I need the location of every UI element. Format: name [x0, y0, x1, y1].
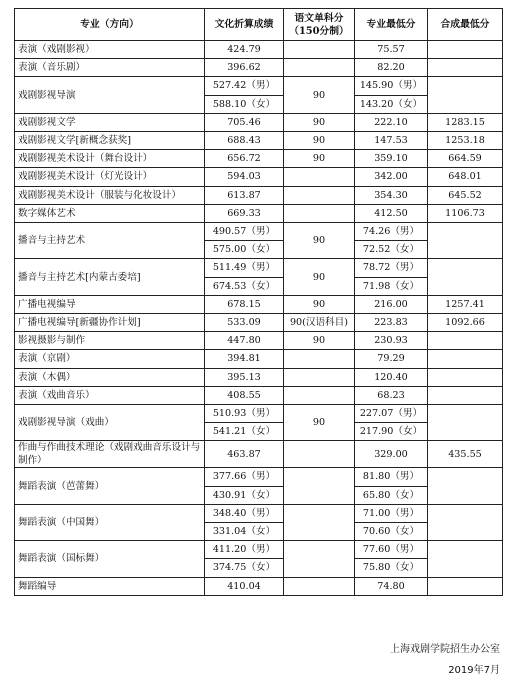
- professional-min-cell: 216.00: [355, 295, 428, 313]
- table-row: [15, 350, 503, 368]
- professional-min-cell: 143.20（女）: [355, 95, 428, 113]
- culture-score-cell: 510.93（男）: [205, 405, 284, 423]
- professional-min-cell: 223.83: [355, 314, 428, 332]
- chinese-score-cell: 90: [284, 332, 355, 350]
- professional-min-cell: 79.29: [355, 350, 428, 368]
- chinese-score-cell: 90: [284, 150, 355, 168]
- culture-score-cell: 395.13: [205, 368, 284, 386]
- chinese-score-cell: [284, 441, 355, 468]
- culture-score-cell: 374.75（女）: [205, 559, 284, 577]
- table-row: [15, 386, 503, 404]
- composite-min-cell: [428, 77, 503, 113]
- professional-min-cell: 78.72（男）: [355, 259, 428, 277]
- culture-score-cell: 674.53（女）: [205, 277, 284, 295]
- professional-min-cell: 412.50: [355, 204, 428, 222]
- composite-min-cell: [428, 41, 503, 59]
- professional-min-cell: 227.07（男）: [355, 405, 428, 423]
- culture-score-cell: 511.49（男）: [205, 259, 284, 277]
- professional-min-cell: 72.52（女）: [355, 241, 428, 259]
- chinese-score-cell: [284, 168, 355, 186]
- professional-min-cell: 145.90（男）: [355, 77, 428, 95]
- major-cell: 表演（木偶）: [15, 368, 205, 386]
- table-row: [15, 468, 503, 486]
- professional-min-cell: 65.80（女）: [355, 486, 428, 504]
- chinese-score-cell: [284, 350, 355, 368]
- header-culture-score: 文化折算成绩: [205, 9, 284, 41]
- composite-min-cell: 1283.15: [428, 113, 503, 131]
- composite-min-cell: 1253.18: [428, 132, 503, 150]
- table-header-row: [15, 9, 503, 41]
- professional-min-cell: 222.10: [355, 113, 428, 131]
- chinese-score-cell: 90: [284, 223, 355, 259]
- professional-min-cell: 77.60（男）: [355, 541, 428, 559]
- professional-min-cell: 74.26（男）: [355, 223, 428, 241]
- culture-score-cell: 410.04: [205, 577, 284, 595]
- major-cell: 表演（音乐剧）: [15, 59, 205, 77]
- culture-score-cell: 678.15: [205, 295, 284, 313]
- major-cell: 作曲与作曲技术理论（戏剧戏曲音乐设计与制作）: [15, 441, 205, 468]
- table-row: [15, 368, 503, 386]
- major-cell: 表演（京剧）: [15, 350, 205, 368]
- composite-min-cell: [428, 468, 503, 504]
- chinese-score-cell: 90: [284, 259, 355, 295]
- table-row: [15, 223, 503, 241]
- composite-min-cell: [428, 350, 503, 368]
- composite-min-cell: [428, 386, 503, 404]
- major-cell: 舞蹈编导: [15, 577, 205, 595]
- professional-min-cell: 71.98（女）: [355, 277, 428, 295]
- chinese-score-cell: [284, 204, 355, 222]
- table-row: [15, 405, 503, 423]
- culture-score-cell: 688.43: [205, 132, 284, 150]
- professional-min-cell: 82.20: [355, 59, 428, 77]
- table-row: [15, 77, 503, 95]
- table-row: [15, 332, 503, 350]
- professional-min-cell: 359.10: [355, 150, 428, 168]
- header-composite-min: 合成最低分: [428, 9, 503, 41]
- table-row: [15, 314, 503, 332]
- composite-min-cell: [428, 504, 503, 540]
- culture-score-cell: 527.42（男）: [205, 77, 284, 95]
- chinese-score-cell: 90: [284, 77, 355, 113]
- chinese-score-cell: [284, 386, 355, 404]
- professional-min-cell: 217.90（女）: [355, 423, 428, 441]
- culture-score-cell: 377.66（男）: [205, 468, 284, 486]
- major-cell: 舞蹈表演（芭蕾舞）: [15, 468, 205, 504]
- chinese-score-cell: 90: [284, 113, 355, 131]
- table-row: [15, 41, 503, 59]
- culture-score-cell: 447.80: [205, 332, 284, 350]
- culture-score-cell: 588.10（女）: [205, 95, 284, 113]
- professional-min-cell: 230.93: [355, 332, 428, 350]
- composite-min-cell: [428, 577, 503, 595]
- culture-score-cell: 396.62: [205, 59, 284, 77]
- professional-min-cell: 342.00: [355, 168, 428, 186]
- professional-min-cell: 147.53: [355, 132, 428, 150]
- table-row: [15, 295, 503, 313]
- chinese-score-cell: [284, 504, 355, 540]
- major-cell: 影视摄影与制作: [15, 332, 205, 350]
- composite-min-cell: 1257.41: [428, 295, 503, 313]
- culture-score-cell: 463.87: [205, 441, 284, 468]
- major-cell: 表演（戏剧影视）: [15, 41, 205, 59]
- culture-score-cell: 490.57（男）: [205, 223, 284, 241]
- table-row: [15, 441, 503, 468]
- major-cell: 戏剧影视导演: [15, 77, 205, 113]
- professional-min-cell: 120.40: [355, 368, 428, 386]
- culture-score-cell: 430.91（女）: [205, 486, 284, 504]
- major-cell: 戏剧影视文学: [15, 113, 205, 131]
- chinese-score-cell: 90: [284, 405, 355, 441]
- major-cell: 舞蹈表演（中国舞）: [15, 504, 205, 540]
- chinese-score-cell: [284, 577, 355, 595]
- professional-min-cell: 70.60（女）: [355, 523, 428, 541]
- composite-min-cell: [428, 59, 503, 77]
- composite-min-cell: [428, 541, 503, 577]
- major-cell: 舞蹈表演（国标舞）: [15, 541, 205, 577]
- major-cell: 戏剧影视文学[新概念获奖]: [15, 132, 205, 150]
- culture-score-cell: 575.00（女）: [205, 241, 284, 259]
- table-row: [15, 204, 503, 222]
- chinese-score-cell: 90: [284, 132, 355, 150]
- culture-score-cell: 424.79: [205, 41, 284, 59]
- header-major: 专业（方向）: [15, 9, 205, 41]
- composite-min-cell: 1106.73: [428, 204, 503, 222]
- culture-score-cell: 411.20（男）: [205, 541, 284, 559]
- table-row: [15, 113, 503, 131]
- chinese-score-cell: [284, 186, 355, 204]
- table-row: [15, 186, 503, 204]
- major-cell: 戏剧影视美术设计（灯光设计）: [15, 168, 205, 186]
- professional-min-cell: 329.00: [355, 441, 428, 468]
- table-row: [15, 168, 503, 186]
- composite-min-cell: [428, 223, 503, 259]
- major-cell: 播音与主持艺术: [15, 223, 205, 259]
- composite-min-cell: 664.59: [428, 150, 503, 168]
- header-chinese-score: 语文单科分（150分制）: [284, 9, 355, 41]
- culture-score-cell: 533.09: [205, 314, 284, 332]
- culture-score-cell: 594.03: [205, 168, 284, 186]
- chinese-score-cell: [284, 468, 355, 504]
- culture-score-cell: 394.81: [205, 350, 284, 368]
- composite-min-cell: [428, 405, 503, 441]
- table-row: [15, 504, 503, 522]
- culture-score-cell: 613.87: [205, 186, 284, 204]
- major-cell: 戏剧影视美术设计（服装与化妆设计）: [15, 186, 205, 204]
- table-row: [15, 577, 503, 595]
- major-cell: 广播电视编导[新疆协作计划]: [15, 314, 205, 332]
- header-professional-min: 专业最低分: [355, 9, 428, 41]
- footer-date: 2019年7月: [448, 665, 500, 676]
- composite-min-cell: 645.52: [428, 186, 503, 204]
- major-cell: 戏剧影视美术设计（舞台设计）: [15, 150, 205, 168]
- major-cell: 播音与主持艺术[内蒙古委培]: [15, 259, 205, 295]
- major-cell: 戏剧影视导演（戏曲）: [15, 405, 205, 441]
- major-cell: 数字媒体艺术: [15, 204, 205, 222]
- chinese-score-cell: 90: [284, 295, 355, 313]
- professional-min-cell: 75.57: [355, 41, 428, 59]
- table-row: [15, 259, 503, 277]
- professional-min-cell: 354.30: [355, 186, 428, 204]
- culture-score-cell: 705.46: [205, 113, 284, 131]
- professional-min-cell: 81.80（男）: [355, 468, 428, 486]
- composite-min-cell: 648.01: [428, 168, 503, 186]
- major-cell: 表演（戏曲音乐）: [15, 386, 205, 404]
- professional-min-cell: 74.80: [355, 577, 428, 595]
- footer-office: 上海戏剧学院招生办公室: [390, 644, 500, 655]
- major-cell: 广播电视编导: [15, 295, 205, 313]
- table-row: [15, 541, 503, 559]
- table-row: [15, 59, 503, 77]
- chinese-score-cell: [284, 541, 355, 577]
- culture-score-cell: 348.40（男）: [205, 504, 284, 522]
- table-row: [15, 150, 503, 168]
- professional-min-cell: 71.00（男）: [355, 504, 428, 522]
- professional-min-cell: 68.23: [355, 386, 428, 404]
- professional-min-cell: 75.80（女）: [355, 559, 428, 577]
- culture-score-cell: 408.55: [205, 386, 284, 404]
- culture-score-cell: 541.21（女）: [205, 423, 284, 441]
- composite-min-cell: [428, 259, 503, 295]
- chinese-score-cell: 90(汉语科目): [284, 314, 355, 332]
- composite-min-cell: [428, 368, 503, 386]
- culture-score-cell: 656.72: [205, 150, 284, 168]
- culture-score-cell: 669.33: [205, 204, 284, 222]
- composite-min-cell: 1092.66: [428, 314, 503, 332]
- chinese-score-cell: [284, 59, 355, 77]
- score-table: [14, 8, 503, 596]
- composite-min-cell: [428, 332, 503, 350]
- composite-min-cell: 435.55: [428, 441, 503, 468]
- chinese-score-cell: [284, 41, 355, 59]
- culture-score-cell: 331.04（女）: [205, 523, 284, 541]
- table-body: [15, 41, 503, 596]
- chinese-score-cell: [284, 368, 355, 386]
- table-row: [15, 132, 503, 150]
